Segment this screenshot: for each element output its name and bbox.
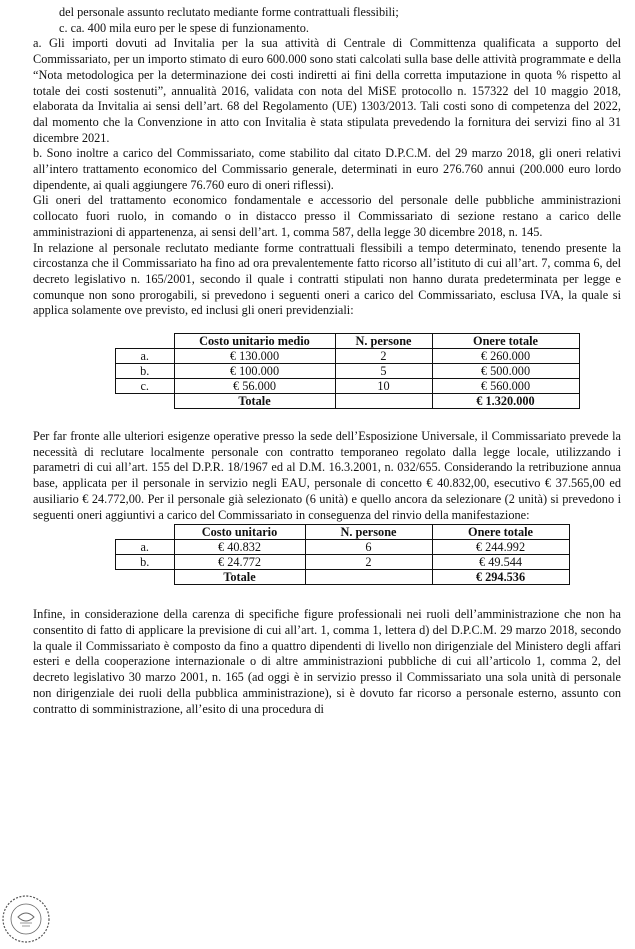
unit-cost: € 40.832 xyxy=(174,540,305,555)
total-value: € 1.320.000 xyxy=(432,394,579,409)
total-cost: € 560.000 xyxy=(432,379,579,394)
intro-line-2: c. ca. 400 mila euro per le spese di funzionamento. xyxy=(59,20,309,35)
cost-table-2 xyxy=(115,524,570,585)
official-seal-stamp xyxy=(0,893,52,945)
table-total-row xyxy=(116,394,580,409)
paragraph-a: a. Gli importi dovuti ad Invitalia per la sua attività di Centrale di Committenza qualificata a supporto del Commissariato, per un importo stimato di euro 600.000 sono stati calcolati sulla base delle attività programmate e della “Nota metodologica per la determinazione dei costi indiretti ai fini della corretta imputazione in quota % rispetto al totale dei costi sostenuti”, annualità 2016, validata con nota del MiSE protocollo n. 157322 del 10 maggio 2018, elaborata da Invitalia ai sensi dell’art. 68 del Regolamento (UE) 1303/2013. Tali costi sono di competenza del 2022, dal momento che la Convenzione in atto con Invitalia è stata stipulata prevedendo la fornitura dei servizi fino al 31 dicembre 2021. xyxy=(33,36,621,145)
header-total: Onere totale xyxy=(432,525,569,540)
unit-cost: € 100.000 xyxy=(174,364,335,379)
header-persons: N. persone xyxy=(305,525,432,540)
persons: 6 xyxy=(305,540,432,555)
header-cost: Costo unitario medio xyxy=(174,334,335,349)
total-cost: € 244.992 xyxy=(432,540,569,555)
paragraph-personale: In relazione al personale reclutato mediante forme contrattuali flessibili a tempo determinato, tenendo presente la circostanza che il Commissariato ha fino ad ora prevalentemente fatto ricorso all’istituto di cui all’art. 7, comma 6, del decreto legislativo n. 165/2001, secondo il quale i contratti stipulati non hanno durata predeterminata per legge e comunque non sono prorogabili, si prevedono i seguenti oneri a carico del Commissariato, esclusa IVA, la quale si applica solamente ove previsto, ed inclusi gli oneri previdenziali: xyxy=(33,240,621,318)
table-header-row xyxy=(116,334,580,349)
table-row xyxy=(116,349,580,364)
total-label: Totale xyxy=(174,394,335,409)
document-page xyxy=(33,5,621,717)
total-cost: € 260.000 xyxy=(432,349,579,364)
intro-line-1: del personale assunto reclutato mediante forme contrattuali flessibili; xyxy=(59,5,399,19)
unit-cost: € 56.000 xyxy=(174,379,335,394)
paragraph-oneri: Gli oneri del trattamento economico fondamentale e accessorio del personale delle pubbliche amministrazioni collocato fuori ruolo, in comando o in distacco presso il Commissariato di sezione restano a carico delle amministrazioni di appartenenza, ai sensi dell’art. 1, comma 587, della legge 30 dicembre 2018, n. 145. xyxy=(33,193,621,239)
row-label: c. xyxy=(116,379,175,394)
table-row xyxy=(116,379,580,394)
row-label: a. xyxy=(116,349,175,364)
unit-cost: € 130.000 xyxy=(174,349,335,364)
paragraph-infine: Infine, in considerazione della carenza di specifiche figure professionali nei ruoli dell’amministrazione che non ha consentito di fatto di applicare la previsione di cui all’art. 1, comma 1, lettera d) del D.P.C.M. 29 marzo 2018, secondo la quale il Commissariato è composto da fino a quattro dipendenti di livello non dirigenziale del Ministero degli affari esteri e della cooperazione internazionale o di altre amministrazioni pubbliche di cui all’articolo 1, comma 2, del decreto legislativo 30 marzo 2001, n. 165 (ad oggi è in servizio presso il Commissariato una sola unità di personale non dirigenziale dei ruoli della pubblica amministrazione), si è dovuto far ricorso a personale esterno, assunto con contratto di somministrazione, all’esito di una procedura di xyxy=(33,607,621,716)
row-label: b. xyxy=(116,364,175,379)
table-total-row xyxy=(116,570,570,585)
row-label: b. xyxy=(116,555,175,570)
table-row xyxy=(116,364,580,379)
unit-cost: € 24.772 xyxy=(174,555,305,570)
total-label: Totale xyxy=(174,570,305,585)
table-row xyxy=(116,540,570,555)
table-header-row xyxy=(116,525,570,540)
cost-table-2-wrap xyxy=(33,524,621,585)
cost-table-1-wrap xyxy=(33,333,621,409)
cost-table-1 xyxy=(115,333,580,409)
row-label: a. xyxy=(116,540,175,555)
persons: 5 xyxy=(335,364,432,379)
header-total: Onere totale xyxy=(432,334,579,349)
persons: 2 xyxy=(335,349,432,364)
persons: 2 xyxy=(305,555,432,570)
header-persons: N. persone xyxy=(335,334,432,349)
total-cost: € 49.544 xyxy=(432,555,569,570)
paragraph-eau: Per far fronte alle ulteriori esigenze operative presso la sede dell’Esposizione Universale, il Commissariato prevede la necessità di reclutare localmente personale con contratto temporaneo regolato dalla legge locale, utilizzando i parametri di cui all’art. 155 del D.P.R. 18/1967 ed al D.M. 16.3.2001, n. 032/655. Considerando la retribuzione annua base, applicata per il personale in servizio negli EAU, personale di concetto € 40.832,00, esecutivo € 37.565,00 ed ausiliario € 24.772,00. Per il personale già selezionato (6 unità) e quello ancora da selezionare (2 unità) si prevedono i seguenti oneri aggiuntivi a carico del Commissariato in conseguenza del rinvio della manifestazione: xyxy=(33,429,621,522)
table-row xyxy=(116,555,570,570)
paragraph-b: b. Sono inoltre a carico del Commissariato, come stabilito dal citato D.P.C.M. del 29 marzo 2018, gli oneri relativi all’intero trattamento economico del Commissario generale, determinati in euro 276.760 annui (200.000 euro lordo dipendente, ai quali aggiungere 76.760 euro di oneri riflessi). xyxy=(33,146,621,192)
total-value: € 294.536 xyxy=(432,570,569,585)
persons: 10 xyxy=(335,379,432,394)
total-cost: € 500.000 xyxy=(432,364,579,379)
header-cost: Costo unitario xyxy=(174,525,305,540)
